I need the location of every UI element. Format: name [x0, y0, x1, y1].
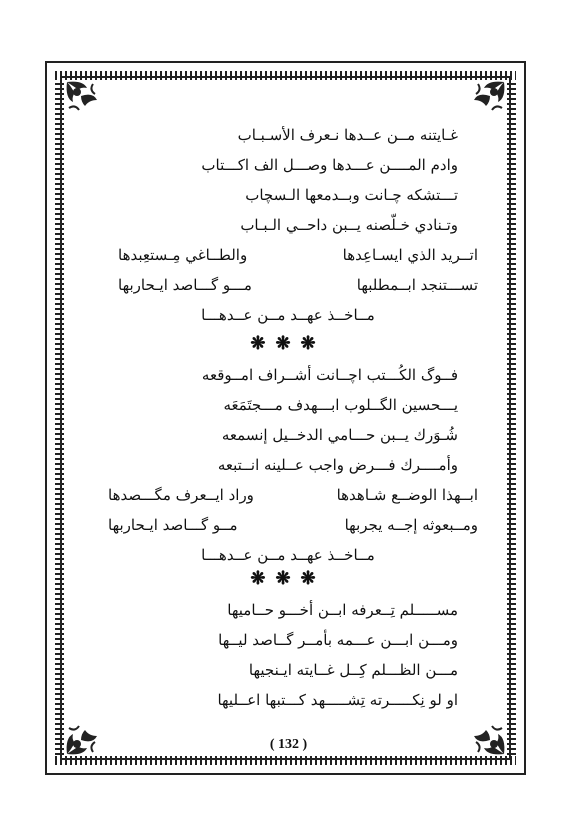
couplet-left: والطــاغي مِـستعِبدها — [118, 246, 248, 264]
star-separator: ❋❋❋ — [250, 568, 326, 589]
star-separator: ❋❋❋ — [250, 333, 326, 354]
poem-line: مســـــلم تِــعرفه ابــن أخـــو حــاميها — [227, 601, 458, 619]
refrain: مــاخــذ عهــد مــن عــدهـــا — [201, 546, 375, 564]
couplet-left: مــو گـــاصد ايـحاربها — [108, 516, 238, 534]
floral-corner-icon — [63, 78, 103, 118]
couplet-right: اتــريد الذي ايسـاعِدها — [342, 246, 478, 264]
refrain: مــاخــذ عهــد مــن عــدهـــا — [201, 306, 375, 324]
poem-line: تـــتشكه چـانت وبــدمعها الـسچاب — [245, 186, 458, 204]
poem-body — [108, 0, 478, 833]
poem-line: وأمــــرك فـــرض واجب عــلينه انــتبعه — [217, 456, 458, 474]
couplet-right: تســـتنجد ابــمطلبها — [356, 276, 478, 294]
poem-line: غـايتنه مــن عــدها نـعرف الأسـبـاب — [237, 126, 458, 144]
couplet-right: ومــبعوثه إجــه يجربها — [344, 516, 478, 534]
poem-line: يـــحسين الگــلوب ابـــهدف مـــجتَمَعَه — [223, 396, 458, 414]
poem-line: شُـوَرك يــبن حـــامي الدخــيل إنسمعه — [221, 426, 458, 444]
poem-line: وتـنادي خـلّصنه يــبن داحــي الـبـاب — [240, 216, 458, 234]
floral-corner-icon — [468, 78, 508, 118]
poem-line: وادم المــــن عـــدها وصـــل الف اكـــتاب — [201, 156, 458, 174]
poem-line: او لو نِكـــــرته تِشـــــهد كـــتبها اعــليها — [217, 691, 458, 709]
couplet-right: ابــهذا الوضــع شـاهدها — [336, 486, 478, 504]
couplet-left: وراد ايــعرف مگـــصدها — [108, 486, 254, 504]
couplet-left: مـــو گـــاصد ايـحاربها — [118, 276, 252, 294]
poem-line: ومـــن ابـــن عـــمه بأمــر گــاصد ليــها — [218, 631, 458, 649]
poem-line: فــوگ الكُـــتب اچــانت أشــراف امــوقعه — [201, 366, 458, 384]
page-number: ( 132 ) — [269, 737, 308, 752]
poem-line: مـــن الظـــلم كِــل غــايته ايـنجيها — [248, 661, 458, 679]
